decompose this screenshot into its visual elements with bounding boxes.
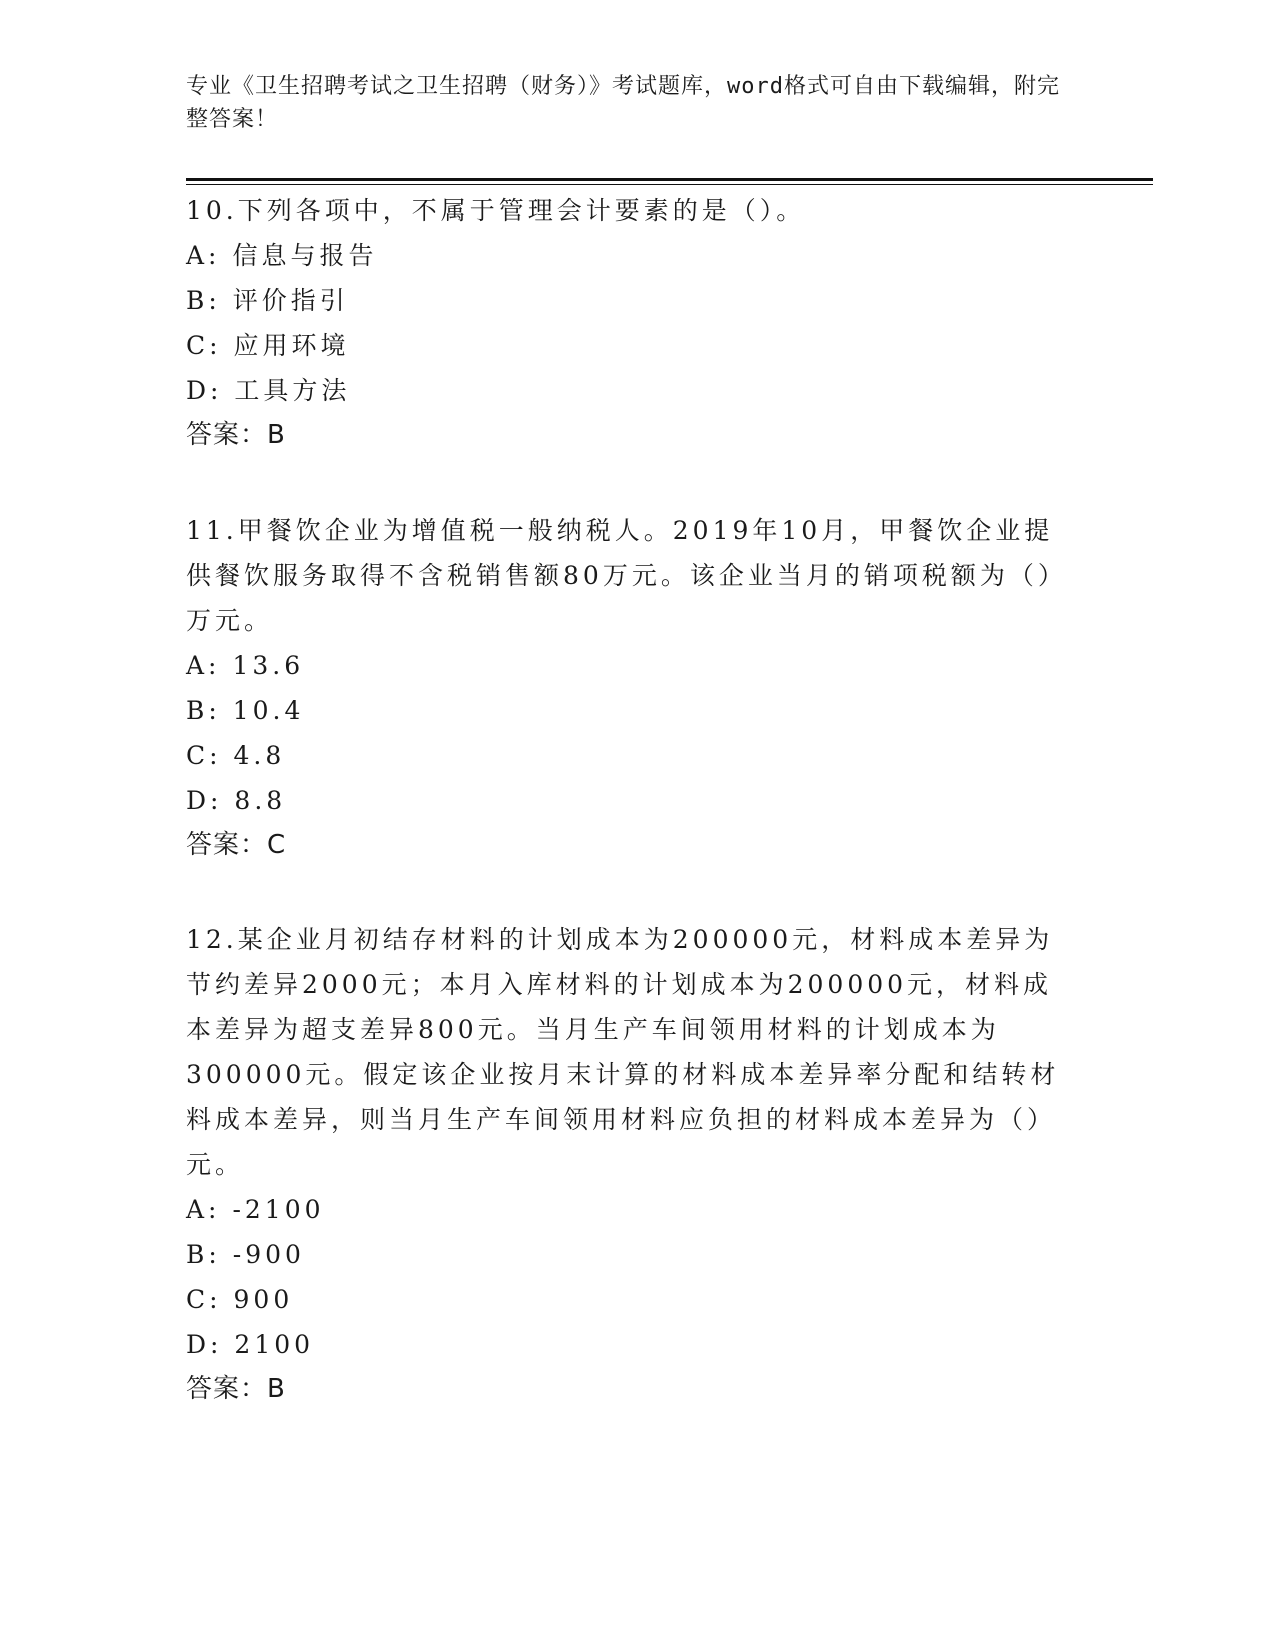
option-text: 2100 — [234, 1330, 315, 1359]
option-key: D: — [186, 786, 223, 815]
option-d — [186, 778, 1066, 823]
question-stem: 11.甲餐饮企业为增值税一般纳税人。2019年10月，甲餐饮企业提供餐饮服务取得不含税销售额80万元。该企业当月的销项税额为（）万元。 — [186, 516, 1055, 635]
option-c — [186, 323, 1066, 368]
option-key: C: — [186, 741, 222, 770]
option-b — [186, 278, 1066, 323]
header-divider-thick — [186, 178, 1153, 181]
option-b — [186, 1232, 1066, 1277]
option-text: 4.8 — [233, 741, 286, 770]
option-key: A: — [186, 1195, 221, 1224]
option-key: A: — [186, 241, 221, 270]
option-key: D: — [186, 376, 223, 405]
question-10 — [186, 188, 1066, 458]
option-a — [186, 233, 1066, 278]
question-11 — [186, 508, 1066, 868]
option-text: 10.4 — [232, 696, 305, 725]
option-text: 应用环境 — [233, 331, 350, 360]
option-text: -2100 — [232, 1195, 325, 1224]
option-key: A: — [186, 651, 221, 680]
option-a — [186, 643, 1066, 688]
option-d — [186, 1322, 1066, 1367]
option-text: 13.6 — [232, 651, 305, 680]
option-text: 评价指引 — [232, 286, 349, 315]
option-text: 900 — [233, 1285, 294, 1314]
option-c — [186, 733, 1066, 778]
option-c — [186, 1277, 1066, 1322]
option-key: D: — [186, 1330, 223, 1359]
header-divider-thin — [186, 184, 1153, 185]
option-a — [186, 1187, 1066, 1232]
answer-line: 答案：B — [186, 420, 286, 450]
option-key: B: — [186, 1240, 221, 1269]
option-b — [186, 688, 1066, 733]
question-12 — [186, 917, 1066, 1412]
question-stem: 12.某企业月初结存材料的计划成本为200000元，材料成本差异为节约差异2000元；本月入库材料的计划成本为200000元，材料成本差异为超支差异800元。当月生产车间领用材料的计划成本为300000元。假定该企业按月末计算的材料成本差异率分配和结转材料成本差异，则当月生产车间领用材料应负担的材料成本差异为（）元。 — [186, 925, 1060, 1179]
option-text: 8.8 — [234, 786, 287, 815]
option-text: 信息与报告 — [232, 241, 378, 270]
option-key: B: — [186, 696, 221, 725]
answer-line: 答案：B — [186, 1374, 286, 1404]
question-stem: 10.下列各项中，不属于管理会计要素的是（）。 — [186, 196, 806, 225]
option-key: C: — [186, 1285, 222, 1314]
option-key: B: — [186, 286, 221, 315]
option-text: 工具方法 — [234, 376, 351, 405]
option-d — [186, 368, 1066, 413]
option-text: -900 — [232, 1240, 305, 1269]
answer-line: 答案：C — [186, 830, 287, 860]
document-header: 专业《卫生招聘考试之卫生招聘（财务）》考试题库，word格式可自由下载编辑，附完整答案！ — [186, 74, 1060, 132]
option-key: C: — [186, 331, 222, 360]
